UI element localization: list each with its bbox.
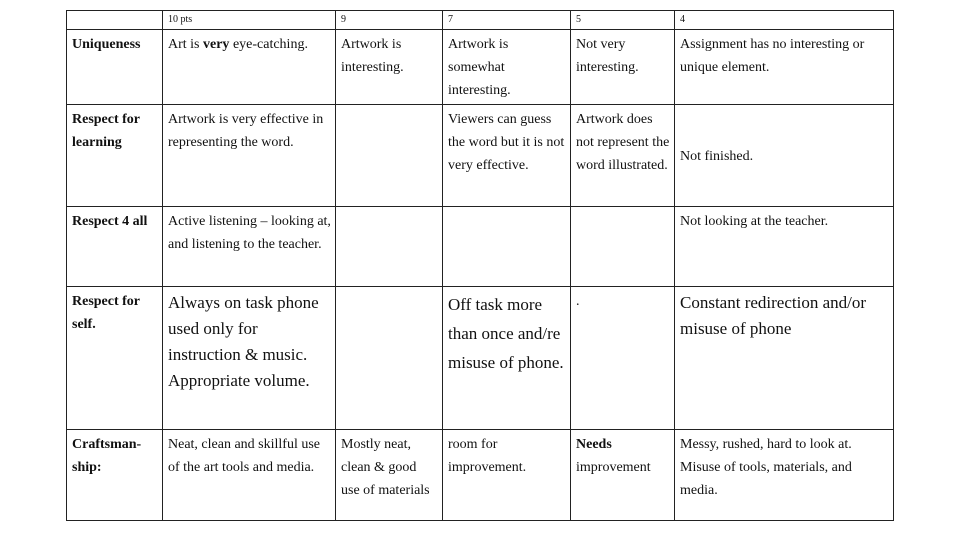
cell-respect-all-9 <box>336 207 443 287</box>
row-label-respect-for-learning: Respect for learning <box>67 105 163 207</box>
cell-uniqueness-5: Not very interesting. <box>571 30 675 105</box>
row-label-craftsmanship: Craftsman-ship: <box>67 430 163 521</box>
cell-text-bold: Needs <box>576 437 612 452</box>
cell-learning-9 <box>336 105 443 207</box>
cell-uniqueness-4: Assignment has no interesting or unique element. <box>675 30 894 105</box>
cell-craft-5 <box>571 430 675 521</box>
cell-respect-all-4: Not looking at the teacher. <box>675 207 894 287</box>
header-blank-cell <box>67 11 163 30</box>
cell-self-5: . <box>571 287 675 430</box>
cell-learning-5: Artwork does not represent the word illustrated. <box>571 105 675 207</box>
row-respect-4-all <box>67 207 894 287</box>
row-uniqueness <box>67 30 894 105</box>
cell-text-bold: very <box>203 37 230 52</box>
header-7-pts: 7 <box>443 11 571 30</box>
cell-text: Art is <box>168 37 203 52</box>
header-4-pts: 4 <box>675 11 894 30</box>
row-label-respect-4-all: Respect 4 all <box>67 207 163 287</box>
header-10-pts: 10 pts <box>163 11 336 30</box>
cell-uniqueness-7: Artwork is somewhat interesting. <box>443 30 571 105</box>
row-craftsmanship <box>67 430 894 521</box>
header-5-pts: 5 <box>571 11 675 30</box>
cell-self-4: Constant redirection and/or misuse of phone <box>675 287 894 430</box>
cell-craft-4: Messy, rushed, hard to look at. Misuse of tools, materials, and media. <box>675 430 894 521</box>
row-respect-for-learning <box>67 105 894 207</box>
cell-text: eye-catching. <box>229 37 308 52</box>
cell-learning-10: Artwork is very effective in representing the word. <box>163 105 336 207</box>
cell-self-9 <box>336 287 443 430</box>
header-9-pts: 9 <box>336 11 443 30</box>
cell-self-10: Always on task phone used only for instruction & music. Appropriate volume. <box>163 287 336 430</box>
cell-craft-7: room for improvement. <box>443 430 571 521</box>
cell-craft-10: Neat, clean and skillful use of the art tools and media. <box>163 430 336 521</box>
row-respect-for-self <box>67 287 894 430</box>
header-row <box>67 11 894 30</box>
rubric-table <box>66 10 894 521</box>
cell-uniqueness-10 <box>163 30 336 105</box>
row-label-respect-for-self: Respect for self. <box>67 287 163 430</box>
cell-self-7: Off task more than once and/re misuse of phone. <box>443 287 571 430</box>
cell-uniqueness-9: Artwork is interesting. <box>336 30 443 105</box>
cell-text: improvement <box>576 460 651 475</box>
row-label-uniqueness: Uniqueness <box>67 30 163 105</box>
cell-learning-4: Not finished. <box>675 105 894 207</box>
cell-respect-all-10: Active listening – looking at, and listening to the teacher. <box>163 207 336 287</box>
cell-craft-9: Mostly neat, clean & good use of materials <box>336 430 443 521</box>
cell-learning-7: Viewers can guess the word but it is not very effective. <box>443 105 571 207</box>
cell-respect-all-7 <box>443 207 571 287</box>
cell-respect-all-5 <box>571 207 675 287</box>
